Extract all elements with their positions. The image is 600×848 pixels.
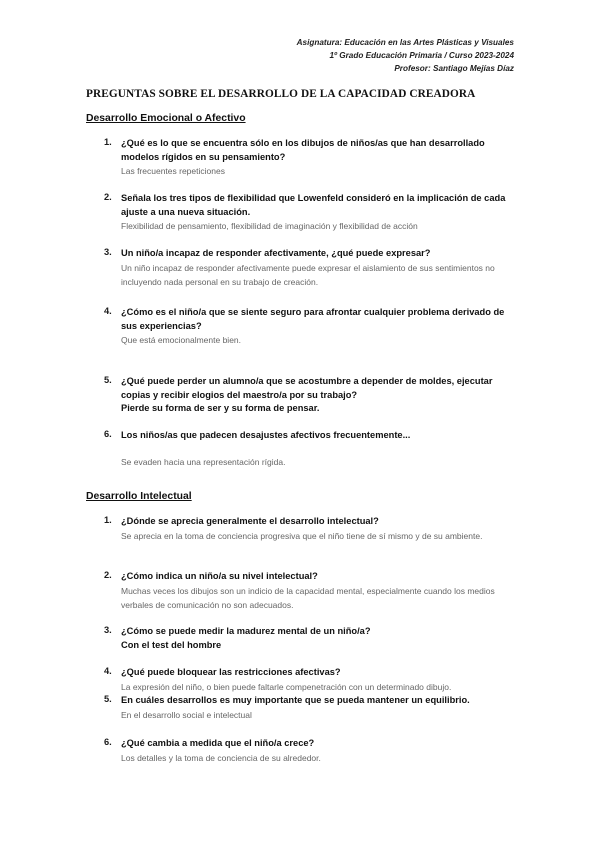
question-number: 2. (104, 570, 112, 580)
header-professor: Profesor: Santiago Mejías Díaz (394, 64, 514, 73)
section-heading-intelectual: Desarrollo Intelectual (86, 491, 192, 502)
question-item (104, 247, 522, 289)
header-subject: Asignatura: Educación en las Artes Plásticas y Visuales (296, 38, 514, 47)
question-item (104, 192, 522, 233)
question-text: ¿Qué puede bloquear las restricciones afectivas? (121, 667, 341, 677)
question-number: 6. (104, 737, 112, 747)
answer-text: Los detalles y la toma de conciencia de su alrededor. (121, 752, 321, 763)
document-header (297, 36, 514, 75)
answer-text: Las frecuentes repeticiones (121, 166, 225, 176)
question-item (104, 570, 522, 612)
question-number: 4. (104, 306, 112, 316)
answer-text: Un niño incapaz de responder afectivamente puede expresar el aislamiento de sus sentimientos no incluyendo nada personal en su trabajo de creación. (121, 262, 495, 287)
question-text: ¿Qué cambia a medida que el niño/a crece? (121, 738, 315, 748)
question-number: 2. (104, 192, 112, 202)
question-number: 1. (104, 515, 112, 525)
question-item (104, 666, 522, 694)
answer-text: Con el test del hombre (121, 639, 222, 650)
answer-text: Muchas veces los dibujos son un indicio de la capacidad mental, especialmente cuando los medios verbales de comunicación no son adecuados. (121, 585, 495, 610)
question-item (104, 375, 522, 416)
answer-text: Se evaden hacia una representación rígida. (121, 456, 286, 467)
question-text: ¿Cómo indica un niño/a su nivel intelectual? (121, 571, 318, 581)
question-text: Los niños/as que padecen desajustes afectivos frecuentemente... (121, 430, 411, 440)
question-number: 1. (104, 137, 112, 147)
question-text: ¿Qué puede perder un alumno/a que se acostumbre a depender de moldes, ejecutar copias y recibir elogios del maestro/a por su trabajo? (121, 376, 493, 400)
header-course: 1º Grado Educación Primaria / Curso 2023-2024 (329, 51, 514, 60)
section-heading-emocional: Desarrollo Emocional o Afectivo (86, 113, 246, 124)
question-item (104, 515, 522, 543)
question-number: 4. (104, 666, 112, 676)
question-text: ¿Dónde se aprecia generalmente el desarrollo intelectual? (121, 516, 379, 526)
question-number: 5. (104, 375, 112, 385)
question-number: 3. (104, 625, 112, 635)
question-text: ¿Qué es lo que se encuentra sólo en los dibujos de niños/as que han desarrollado modelos rígidos en su pensamiento? (121, 138, 485, 162)
answer-text: Que está emocionalmente bien. (121, 335, 242, 345)
question-text: ¿Cómo es el niño/a que se siente seguro para afrontar cualquier problema derivado de sus experiencias? (121, 307, 505, 331)
question-item (104, 137, 522, 178)
question-item (104, 737, 522, 765)
answer-text: Flexibilidad de pensamiento, flexibilidad de imaginación y flexibilidad de acción (121, 221, 418, 231)
question-item (104, 306, 522, 347)
question-item (104, 694, 522, 722)
question-item (104, 429, 522, 469)
question-number: 3. (104, 247, 112, 257)
question-text: ¿Cómo se puede medir la madurez mental de un niño/a? (121, 626, 371, 636)
page-title: PREGUNTAS SOBRE EL DESARROLLO DE LA CAPACIDAD CREADORA (86, 88, 476, 100)
answer-text: La expresión del niño, o bien puede faltarle compenetración con un determinado dibujo. (121, 681, 452, 692)
answer-text: Se aprecia en la toma de conciencia progresiva que el niño tiene de sí mismo y de su ambiente. (121, 530, 483, 541)
question-text: Señala los tres tipos de flexibilidad que Lowenfeld consideró en la implicación de cada ajuste a una nueva situación. (121, 193, 506, 217)
answer-text: En el desarrollo social e intelectual (121, 709, 252, 720)
question-item (104, 625, 522, 652)
answer-text: Pierde su forma de ser y su forma de pensar. (121, 403, 320, 413)
question-text: En cuáles desarrollos es muy importante que se pueda mantener un equilibrio. (121, 695, 470, 705)
question-number: 6. (104, 429, 112, 439)
question-text: Un niño/a incapaz de responder afectivamente, ¿qué puede expresar? (121, 248, 431, 258)
question-number: 5. (104, 694, 112, 704)
